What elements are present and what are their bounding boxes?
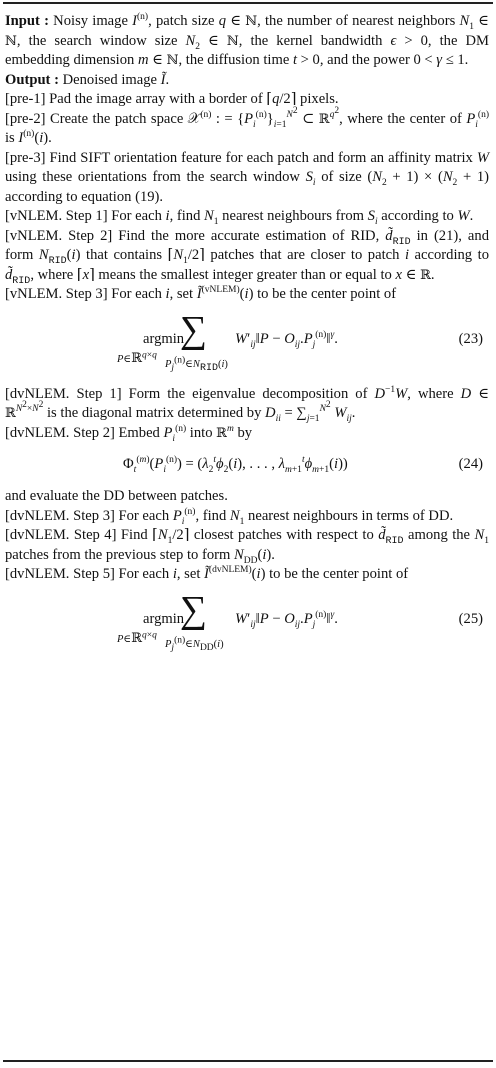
- step-dvnlem-3: [dvNLEM. Step 3] For each $P_i^{(n)}$, find $N_1$ nearest neighbours in terms of DD.: [5, 506, 454, 527]
- step-dvnlem-4: [dvNLEM. Step 4] Find $⌈N_1/2⌉$ closest patches with respect to $d̃_{RID}$ among the $N_1$ patches from the previous step to form $N_{DD}(i)$.: [5, 527, 489, 566]
- step-dvnlem-3-tag: [dvNLEM. Step 3]: [5, 507, 115, 524]
- step-vnlem-1-tag: [vNLEM. Step 1]: [5, 208, 108, 224]
- step-dvnlem-2-cont: and evaluate the DD between patches.: [5, 488, 228, 504]
- bottom-rule: [3, 1060, 493, 1062]
- step-vnlem-2: [vNLEM. Step 2] Find the more accurate estimation of RID, $d̃_{RID}$ in (21), and form $N_{RID}(i)$ that contains $⌈N_1/2⌉$ patches that are closer to patch i according to $d̃_{RID}$, where ⌈x⌉ means the smallest integer greater than or equal to x ∈ ℝ.: [5, 227, 489, 287]
- output-label: Output :: [5, 71, 59, 88]
- step-pre-3-tag: [pre-3]: [5, 149, 46, 166]
- equation-24: $\Phi_t^{(m)}(P_i^{(n)}) = (\lambda_2^t\phi_2(i)$, . . . , $\lambda_{m+1}^t\phi_{m+1}(i)$) (24): [123, 455, 483, 475]
- step-dvnlem-5-tag: [dvNLEM. Step 5]: [5, 566, 115, 582]
- step-dvnlem-5: [dvNLEM. Step 5] For each i, set $Ĩ^{(dvNLEM)}(i)$ to be the center point of: [5, 565, 409, 582]
- equation-25-number: (25): [458, 610, 483, 627]
- step-dvnlem-4-tag: [dvNLEM. Step 4]: [5, 527, 117, 543]
- algorithm-box: [5, 12, 489, 665]
- step-dvnlem-1-tag: [dvNLEM. Step 1]: [5, 385, 122, 402]
- step-vnlem-2-tag: [vNLEM. Step 2]: [5, 227, 113, 244]
- equation-23: argmin P∈ℝ$^{q\times q}$ ∑ $P_j^{(n)}\in N_{RID}(i)$ $W'_{ij}‖P$ − $O_{ij}.P_j^{(n)}‖^\gamma$. (23): [117, 308, 483, 374]
- equation-24-number: (24): [458, 456, 483, 472]
- step-vnlem-1: [vNLEM. Step 1] For each i, find $N_1$ nearest neighbours from $S_i$ according to W.: [5, 208, 474, 227]
- input-section: Input : Noisy image $I^{(n)}$, patch size q ∈ ℕ, the number of nearest neighbors $N_1$ ∈ ℕ, the search window size $N_2$ ∈ ℕ, the kernel bandwidth ϵ > 0, the DM embedding dimension m ∈ ℕ, the diffusion time t > 0, and the power 0 < γ ≤ 1.: [5, 12, 489, 68]
- step-pre-1: [pre-1] Pad the image array with a border of ⌈q/2⌉ pixels.: [5, 91, 339, 107]
- step-pre-2: [pre-2] Create the patch space 𝒳$^{(n)}$ : = $\{P_i^{(n)}\}_{i=1}^{N^2}$ ⊂ ℝ$^{q^2}$, where the center of $P_i^{(n)}$ is $I^{(n)}(i)$.: [5, 105, 489, 146]
- step-vnlem-3-tag: [vNLEM. Step 3]: [5, 286, 108, 302]
- equation-25: argmin P∈ℝ$^{q\times q}$ ∑ $P_j^{(n)}\in N_{DD}(i)$ $W'_{ij}‖P$ − $O_{ij}.P_j^{(n)}‖^\gamma$. (25): [117, 588, 483, 653]
- step-pre-3: [pre-3] Find SIFT orientation feature for each patch and form an affinity matrix W using these orientations from the search window $S_i$ of size $(N_2 + 1) \times (N_2 + 1)$ according to equation (19).: [5, 149, 489, 205]
- step-pre-2-tag: [pre-2]: [5, 110, 46, 127]
- step-vnlem-3: [vNLEM. Step 3] For each i, set $Ĩ^{(vNLEM)}(i)$ to be the center point of: [5, 285, 397, 302]
- top-rule: [3, 2, 493, 4]
- step-dvnlem-2: [dvNLEM. Step 2] Embed $P_i^{(n)}$ into ℝ$^m$ by: [5, 423, 253, 444]
- input-label: Input :: [5, 13, 49, 29]
- output-section: Output : Denoised image Ĩ.: [5, 71, 170, 88]
- step-dvnlem-2-tag: [dvNLEM. Step 2]: [5, 424, 115, 441]
- step-dvnlem-1: [dvNLEM. Step 1] Form the eigenvalue decomposition of $D^{-1}W$, where D ∈ ℝ$^{N^2\times N^2}$ is the diagonal matrix determined by $D_{ii} = \sum_{j=1}^{N^2}$ $W_{ij}$.: [5, 384, 489, 424]
- argmin-label-25: argmin: [143, 610, 185, 627]
- step-pre-1-tag: [pre-1]: [5, 91, 46, 107]
- argmin-label: argmin: [143, 330, 185, 347]
- equation-23-number: (23): [458, 330, 483, 347]
